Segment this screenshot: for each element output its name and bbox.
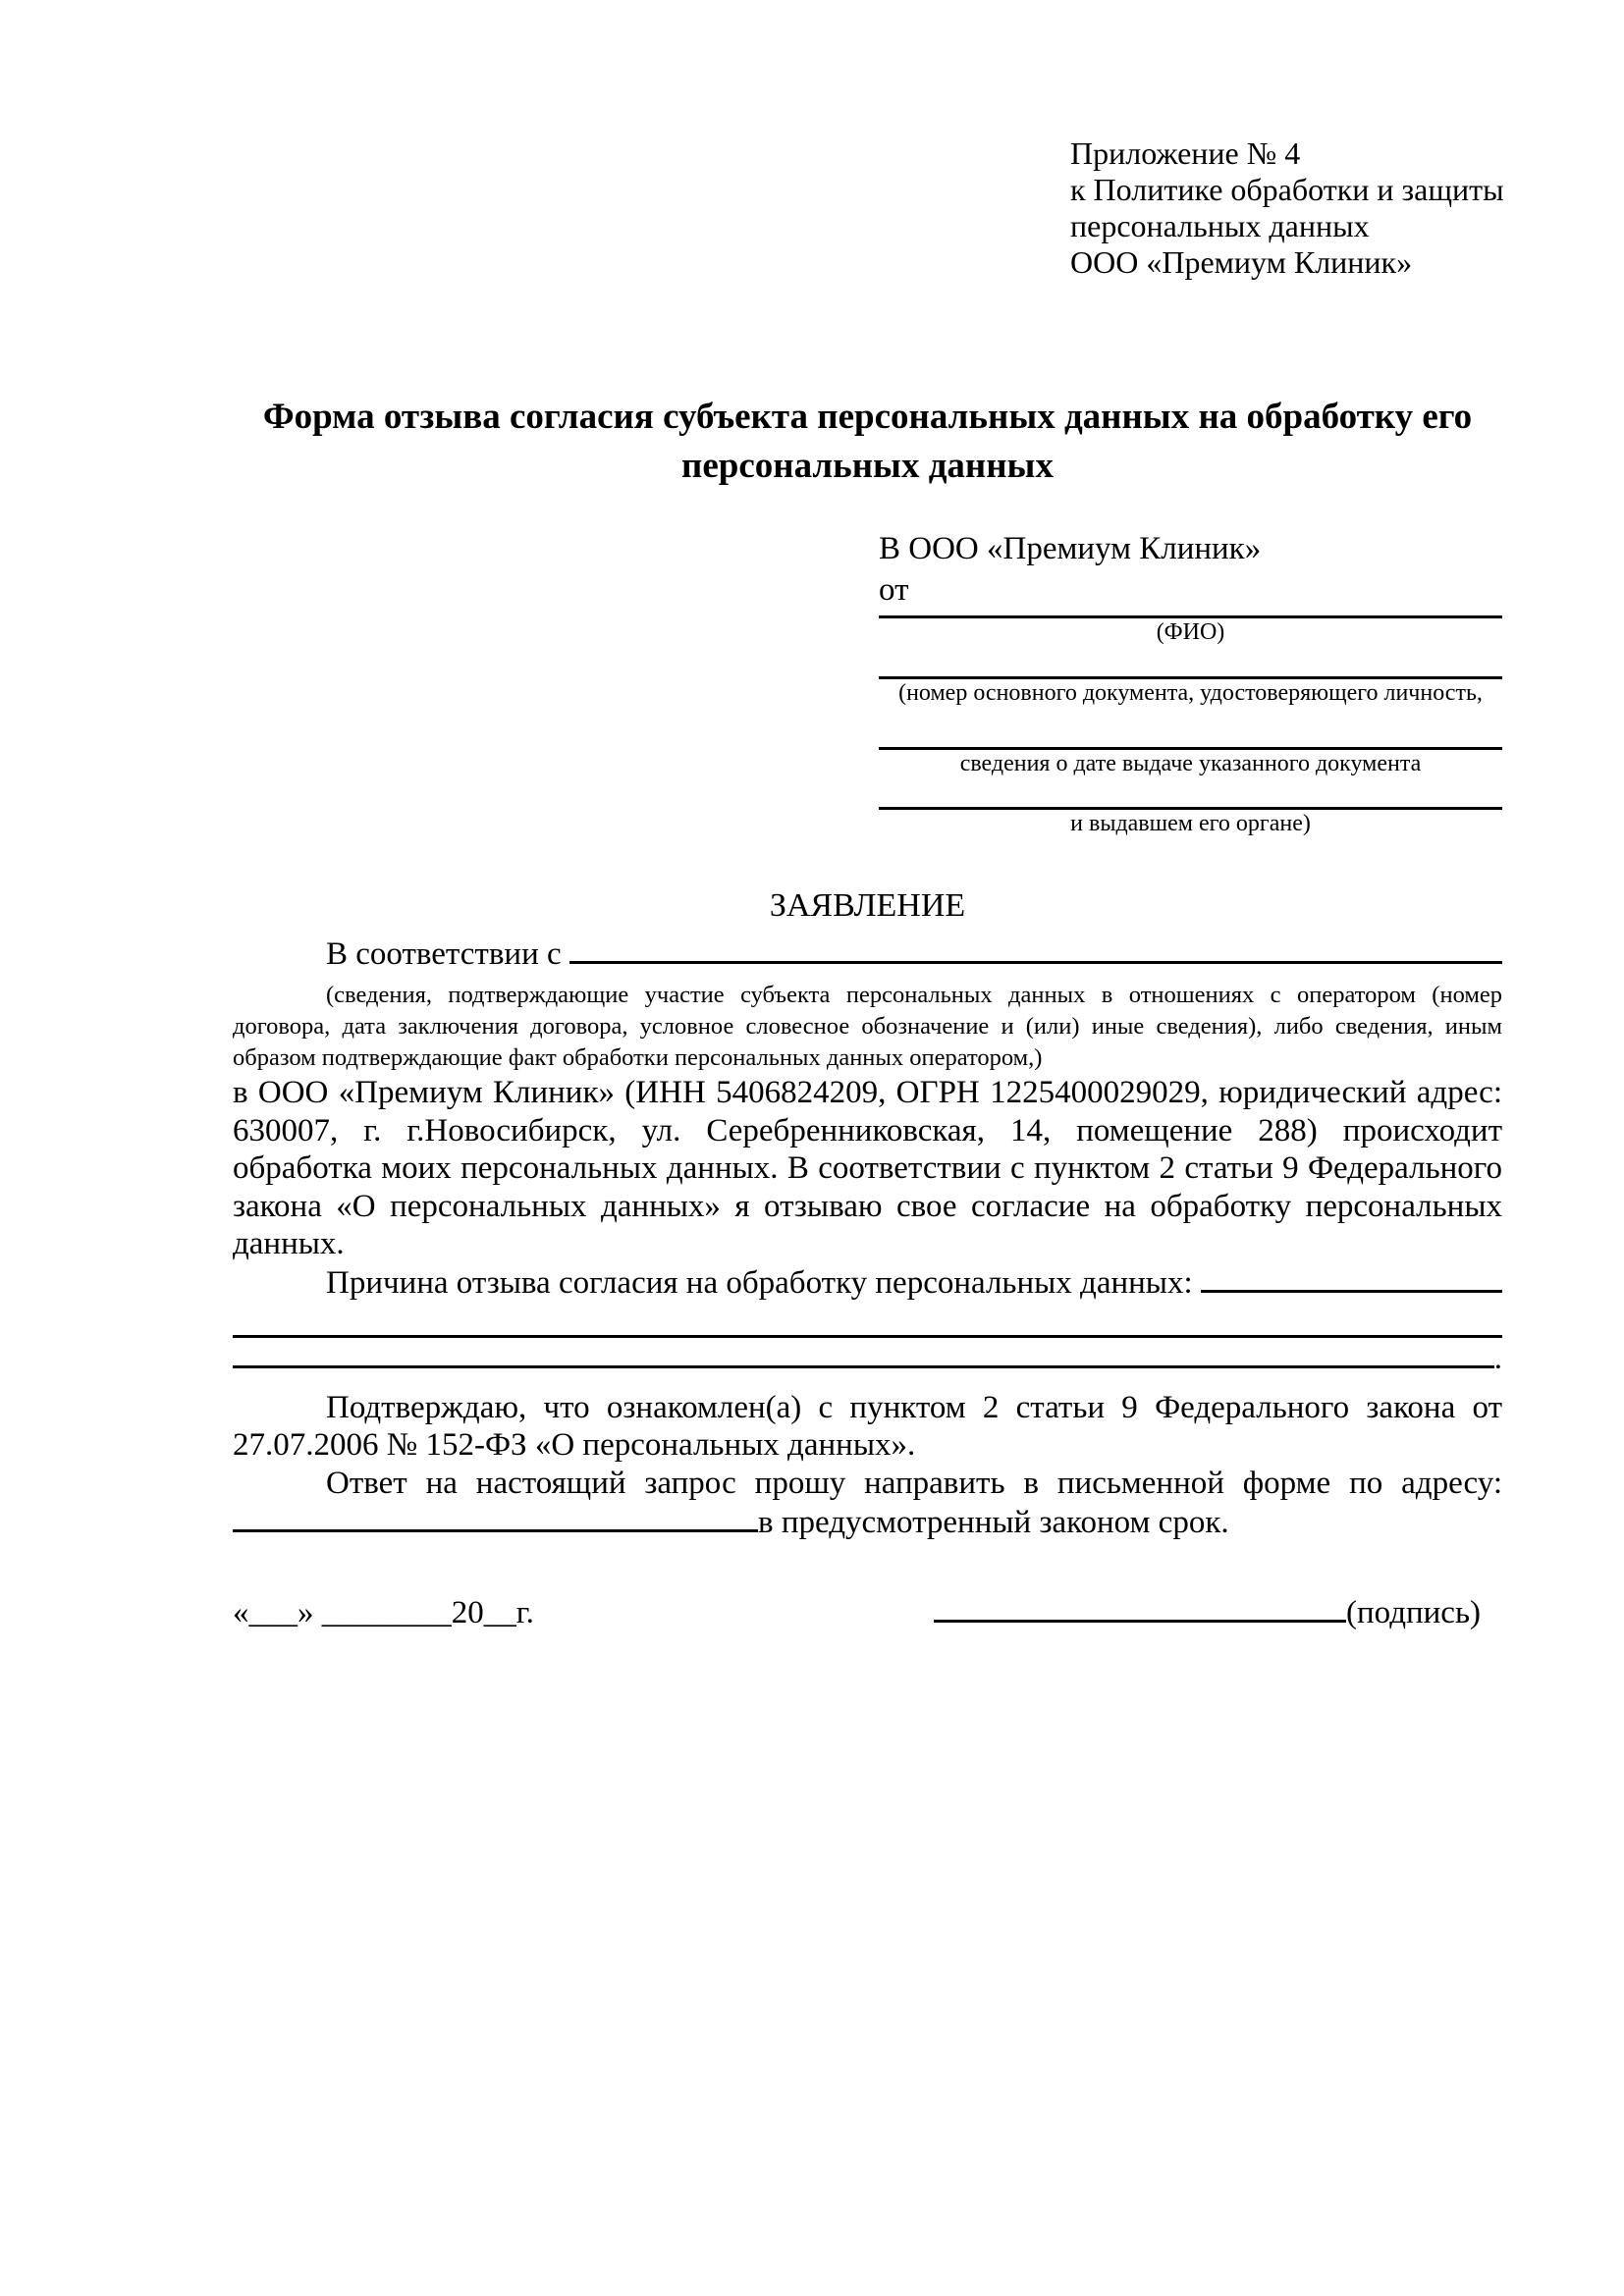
signature-line[interactable] (934, 1620, 1346, 1623)
accordance-row (233, 934, 1502, 974)
reason-blank-line-2[interactable] (233, 1365, 1494, 1368)
appendix-header-line: Приложение № 4 (1070, 135, 1301, 171)
confirmation-paragraph: Подтверждаю, что ознакомлен(а) с пунктом 2 статьи 9 Федерального закона от 27.07.2006 № 152-ФЗ «О персональных данных». (233, 1389, 1502, 1463)
accordance-prefix: В соответствии с (326, 936, 569, 972)
signature-group (934, 1592, 1481, 1633)
reason-blank-line-1[interactable] (233, 1303, 1502, 1338)
appendix-header-line: персональных данных (1070, 208, 1370, 243)
reason-row (233, 1263, 1502, 1303)
appendix-header (1070, 135, 1504, 281)
accordance-note: (сведения, подтверждающие участие субъекта персональных данных в отношениях с оператором (номер договора, дата заключения договора, условное словесное обозначение и (или) иные сведения), либо сведения, иным образом подтверждающие факт обработки персональных данных оператором,) (233, 982, 1502, 1071)
addressee-from-label: от (879, 572, 909, 608)
reason-blank-row-2 (233, 1338, 1502, 1379)
issuing-authority-field-line[interactable] (879, 777, 1502, 810)
fio-caption: (ФИО) (1156, 619, 1225, 645)
issue-date-field (879, 707, 1502, 777)
addressee-to: В ООО «Премиум Клиник» (879, 531, 1262, 566)
footer-row (233, 1592, 1502, 1633)
reply-suffix: в предусмотренный законом срок. (758, 1504, 1229, 1540)
accordance-field-line[interactable] (569, 961, 1502, 964)
reply-address-row (233, 1503, 1502, 1542)
reply-address-field-line[interactable] (233, 1529, 758, 1532)
date-blank[interactable]: «___» ________20__г. (233, 1595, 534, 1630)
issue-date-field-line[interactable] (879, 707, 1502, 750)
reply-paragraph-line1: Ответ на настоящий запрос прошу направить в письменной форме по адресу: (326, 1465, 1502, 1501)
addressee-block (879, 528, 1502, 837)
appendix-header-line: к Политике обработки и защиты (1070, 172, 1504, 207)
fio-field (879, 611, 1502, 646)
doc-number-field (879, 646, 1502, 707)
reason-field-line[interactable] (1201, 1290, 1502, 1293)
blank-line-period: . (1493, 1340, 1502, 1376)
doc-number-field-line[interactable] (879, 646, 1502, 679)
document-title: Форма отзыва согласия субъекта персональных данных на обработку его персональных данных (262, 397, 1473, 486)
main-paragraph: в ООО «Премиум Клиник» (ИНН 5406824209, ОГРН 1225400029029, юридический адрес: 630007, г. г.Новосибирск, ул. Серебренниковская, 14, помещение 288) происходит обработка моих персональных данных. В соответствии с пунктом 2 статьи 9 Федерального закона «О персональных данных» я отзываю свое согласие на обработку персональных данных. (233, 1075, 1502, 1261)
issuing-authority-caption: и выдавшем его органе) (1070, 811, 1311, 836)
reason-label: Причина отзыва согласия на обработку персональных данных: (326, 1264, 1201, 1301)
signature-caption: (подпись) (1346, 1595, 1481, 1630)
statement-body (233, 934, 1502, 1542)
fio-field-line[interactable] (879, 611, 1502, 618)
issue-date-caption: сведения о дате выдаче указанного документа (959, 751, 1422, 776)
issuing-authority-field (879, 777, 1502, 837)
statement-heading: ЗАЯВЛЕНИЕ (769, 887, 966, 924)
appendix-header-line: ООО «Премиум Клиник» (1070, 244, 1413, 280)
doc-number-caption: (номер основного документа, удостоверяющего личность, (898, 680, 1483, 706)
